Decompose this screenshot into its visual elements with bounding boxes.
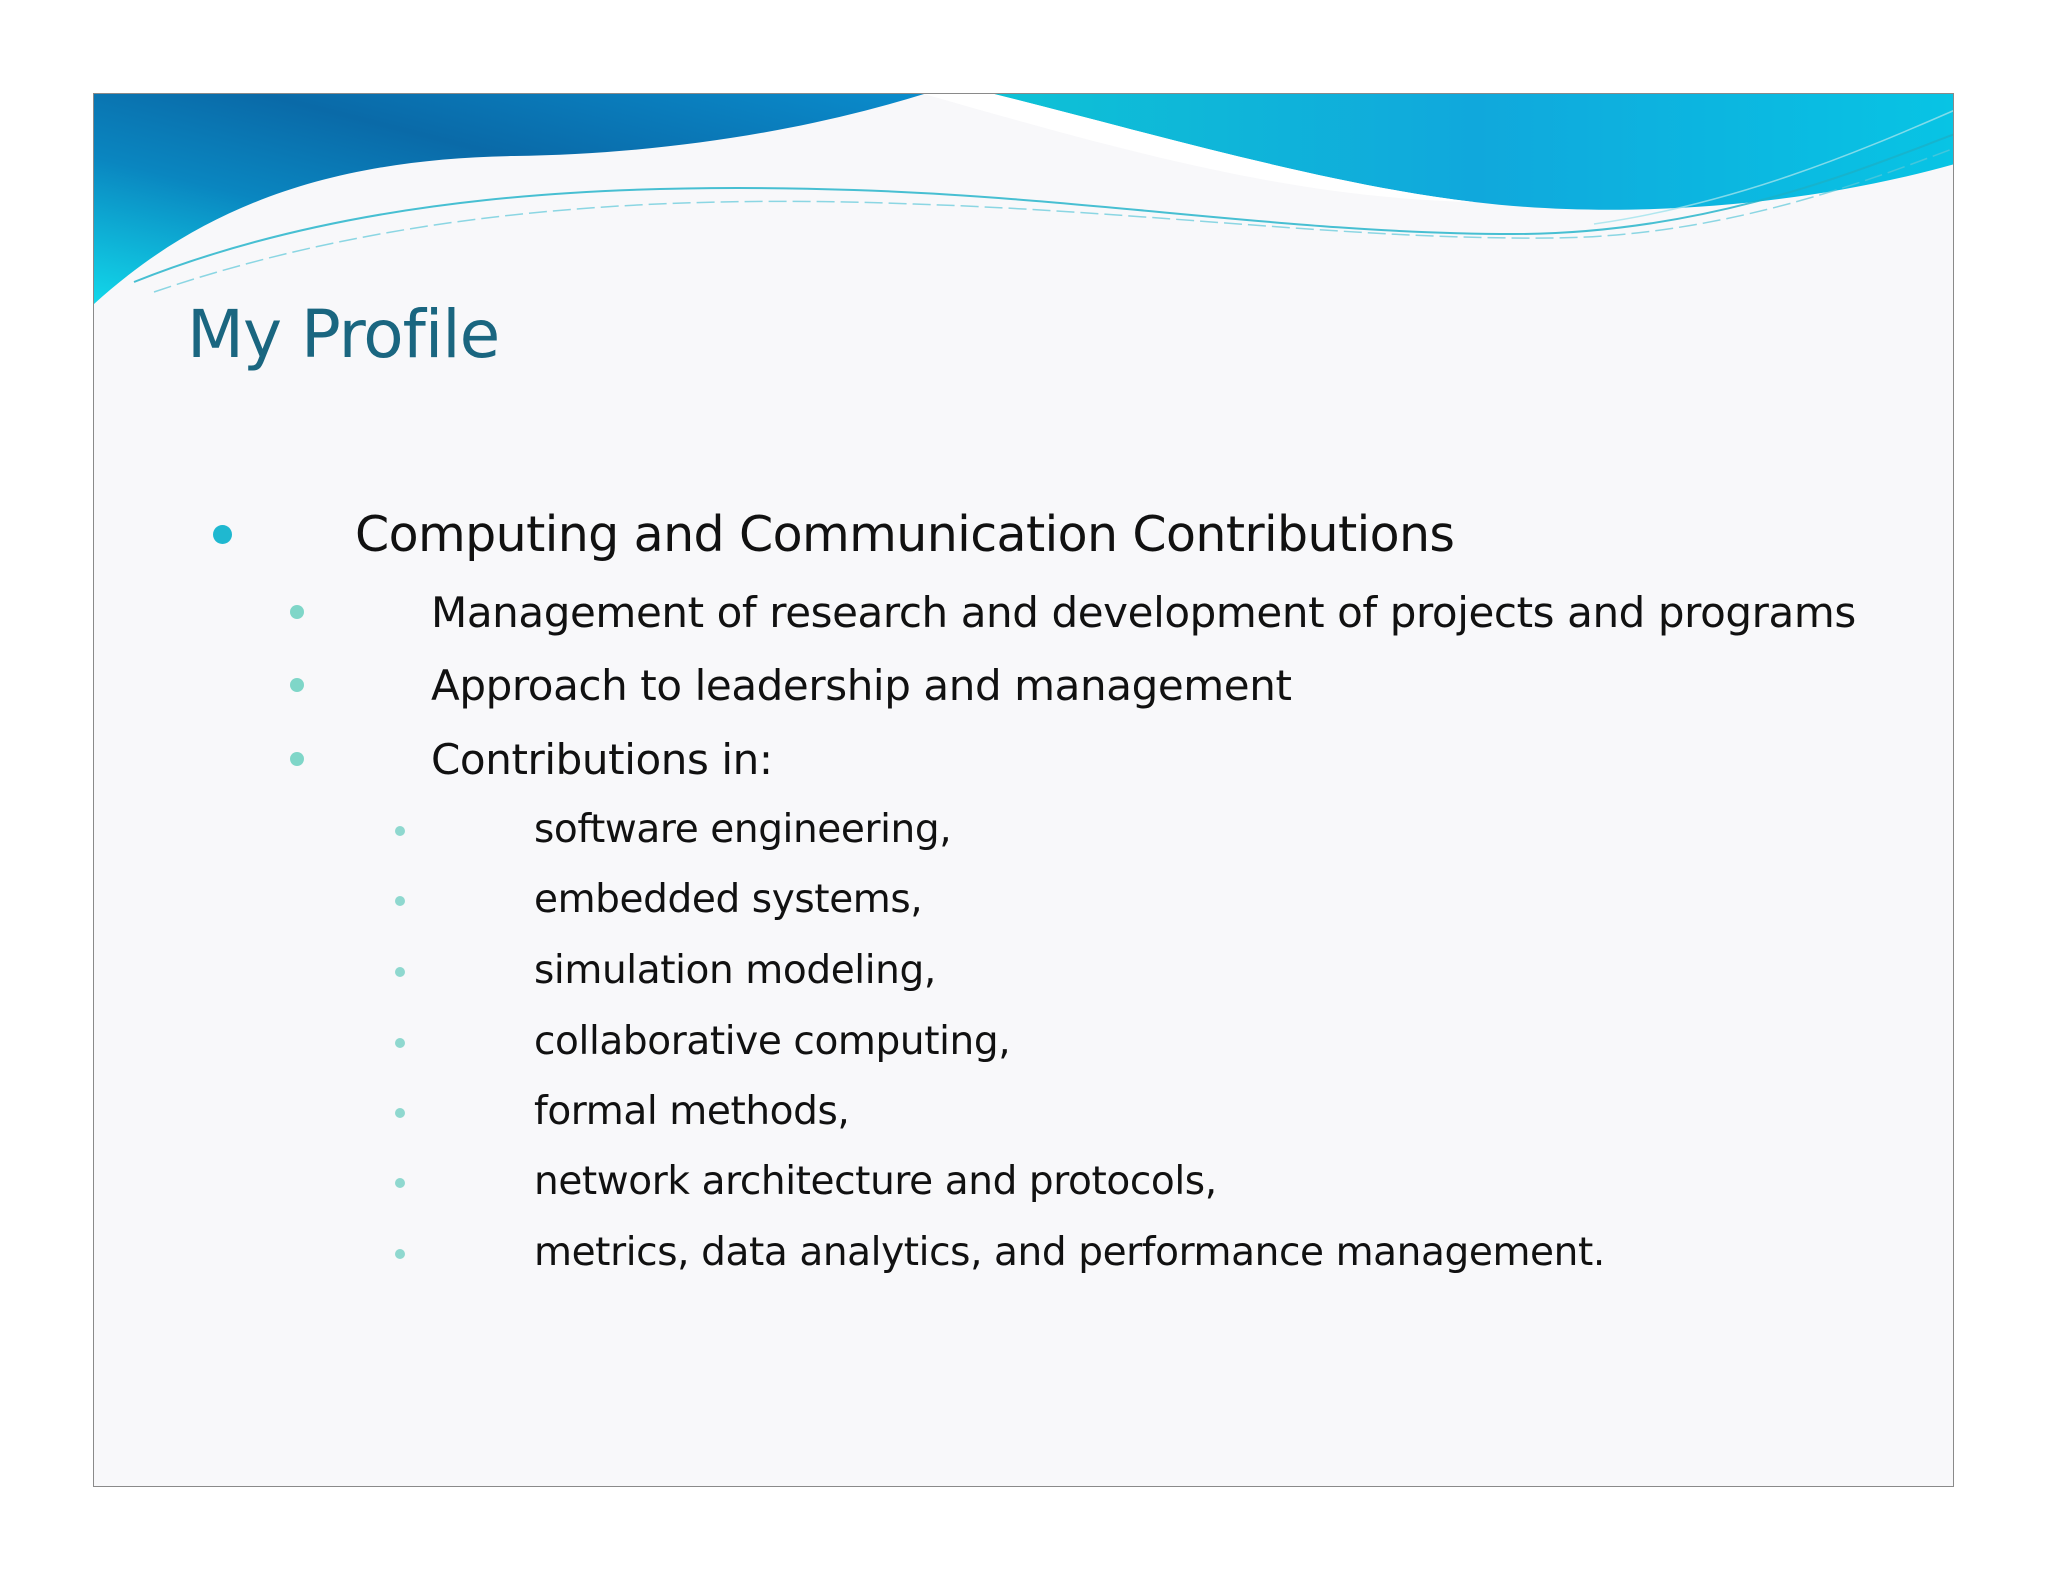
main-bullet-item	[213, 505, 1513, 565]
sub-bullet-text: Management of research and development of projects and programs	[431, 588, 1856, 637]
contribution-item	[395, 1017, 1795, 1067]
slide-title: My Profile	[187, 296, 500, 373]
contribution-text: software engineering,	[534, 807, 952, 852]
contribution-item	[395, 875, 1795, 925]
bullet-marker	[290, 605, 304, 619]
contribution-item	[395, 805, 1795, 855]
sub-bullet-text: Contributions in:	[431, 735, 773, 784]
bullet-marker	[395, 826, 405, 836]
bullet-marker	[213, 525, 232, 544]
bullet-marker	[395, 896, 405, 906]
contribution-text: collaborative computing,	[534, 1019, 1011, 1064]
contribution-item	[395, 1087, 1795, 1137]
contribution-text: metrics, data analytics, and performance management.	[534, 1230, 1605, 1275]
contribution-item	[395, 1228, 1795, 1278]
bullet-marker	[395, 1038, 405, 1048]
main-bullet-text: Computing and Communication Contributions	[355, 506, 1455, 563]
sub-bullet-text: Approach to leadership and management	[431, 661, 1292, 710]
sub-bullet-item	[290, 659, 1890, 713]
bullet-marker	[395, 1249, 405, 1259]
bullet-marker	[290, 752, 304, 766]
contribution-text: embedded systems,	[534, 877, 923, 922]
contribution-text: network architecture and protocols,	[534, 1159, 1217, 1204]
bullet-list	[94, 94, 1953, 1486]
sub-bullet-item	[290, 586, 1890, 640]
sub-bullet-item	[290, 733, 1890, 787]
contribution-text: formal methods,	[534, 1089, 850, 1134]
contribution-item	[395, 1157, 1795, 1207]
bullet-marker	[395, 967, 405, 977]
bullet-marker	[290, 678, 304, 692]
contribution-text: simulation modeling,	[534, 948, 936, 993]
bullet-marker	[395, 1108, 405, 1118]
contribution-item	[395, 946, 1795, 996]
bullet-marker	[395, 1178, 405, 1188]
slide	[93, 93, 1954, 1487]
